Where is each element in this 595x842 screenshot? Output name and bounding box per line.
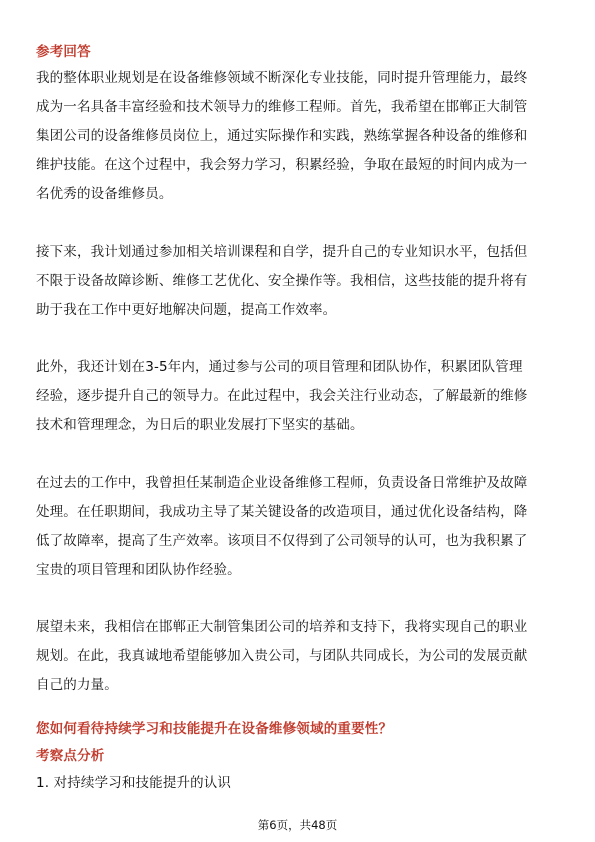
- paragraph-3-line-2: 经验，逐步提升自己的领导力。在此过程中，我会关注行业动态，了解最新的维修: [36, 388, 528, 404]
- paragraph-1-line-2: 成为一名具备丰富经验和技术领导力的维修工程师。首先，我希望在邯郸正大制管: [36, 99, 528, 115]
- question-title: 您如何看待持续学习和技能提升在设备维修领域的重要性？: [36, 721, 393, 737]
- paragraph-4-line-3: 低了故障率，提高了生产效率。该项目不仅得到了公司领导的认可，也为我积累了: [36, 533, 528, 549]
- paragraph-2-line-3: 助于我在工作中更好地解决问题，提高工作效率。: [36, 302, 337, 318]
- paragraph-1-line-1: 我的整体职业规划是在设备维修领域不断深化专业技能，同时提升管理能力，最终: [36, 70, 528, 86]
- paragraph-5-line-1: 展望未来，我相信在邯郸正大制管集团公司的培养和支持下，我将实现自己的职业: [36, 619, 528, 635]
- analysis-point-1: 1. 对持续学习和技能提升的认识: [36, 775, 232, 791]
- paragraph-4-line-2: 处理。在任职期间，我成功主导了某关键设备的改造项目，通过优化设备结构，降: [36, 504, 528, 520]
- paragraph-1-line-3: 集团公司的设备维修员岗位上，通过实际操作和实践，熟练掌握各种设备的维修和: [36, 128, 528, 144]
- paragraph-1-line-5: 名优秀的设备维修员。: [36, 186, 173, 202]
- page-number: 第6页，共48页: [257, 818, 338, 832]
- paragraph-4-line-1: 在过去的工作中，我曾担任某制造企业设备维修工程师，负责设备日常维护及故障: [36, 475, 528, 491]
- paragraph-5-line-3: 自己的力量。: [36, 677, 118, 693]
- paragraph-2-line-1: 接下来，我计划通过参加相关培训课程和自学，提升自己的专业知识水平，包括但: [36, 244, 528, 260]
- paragraph-3-line-1: 此外，我还计划在3-5年内，通过参与公司的项目管理和团队协作，积累团队管理: [36, 359, 523, 375]
- analysis-heading: 考察点分析: [36, 748, 105, 764]
- paragraph-3-line-3: 技术和管理理念，为日后的职业发展打下坚实的基础。: [36, 417, 364, 433]
- paragraph-4-line-4: 宝贵的项目管理和团队协作经验。: [36, 562, 241, 578]
- paragraph-5-line-2: 规划。在此，我真诚地希望能够加入贵公司，与团队共同成长，为公司的发展贡献: [36, 648, 528, 664]
- paragraph-1-line-4: 维护技能。在这个过程中，我会努力学习，积累经验，争取在最短的时间内成为一: [36, 157, 528, 173]
- reference-answer-heading: 参考回答: [36, 44, 91, 60]
- paragraph-2-line-2: 不限于设备故障诊断、维修工艺优化、安全操作等。我相信，这些技能的提升将有: [36, 273, 528, 289]
